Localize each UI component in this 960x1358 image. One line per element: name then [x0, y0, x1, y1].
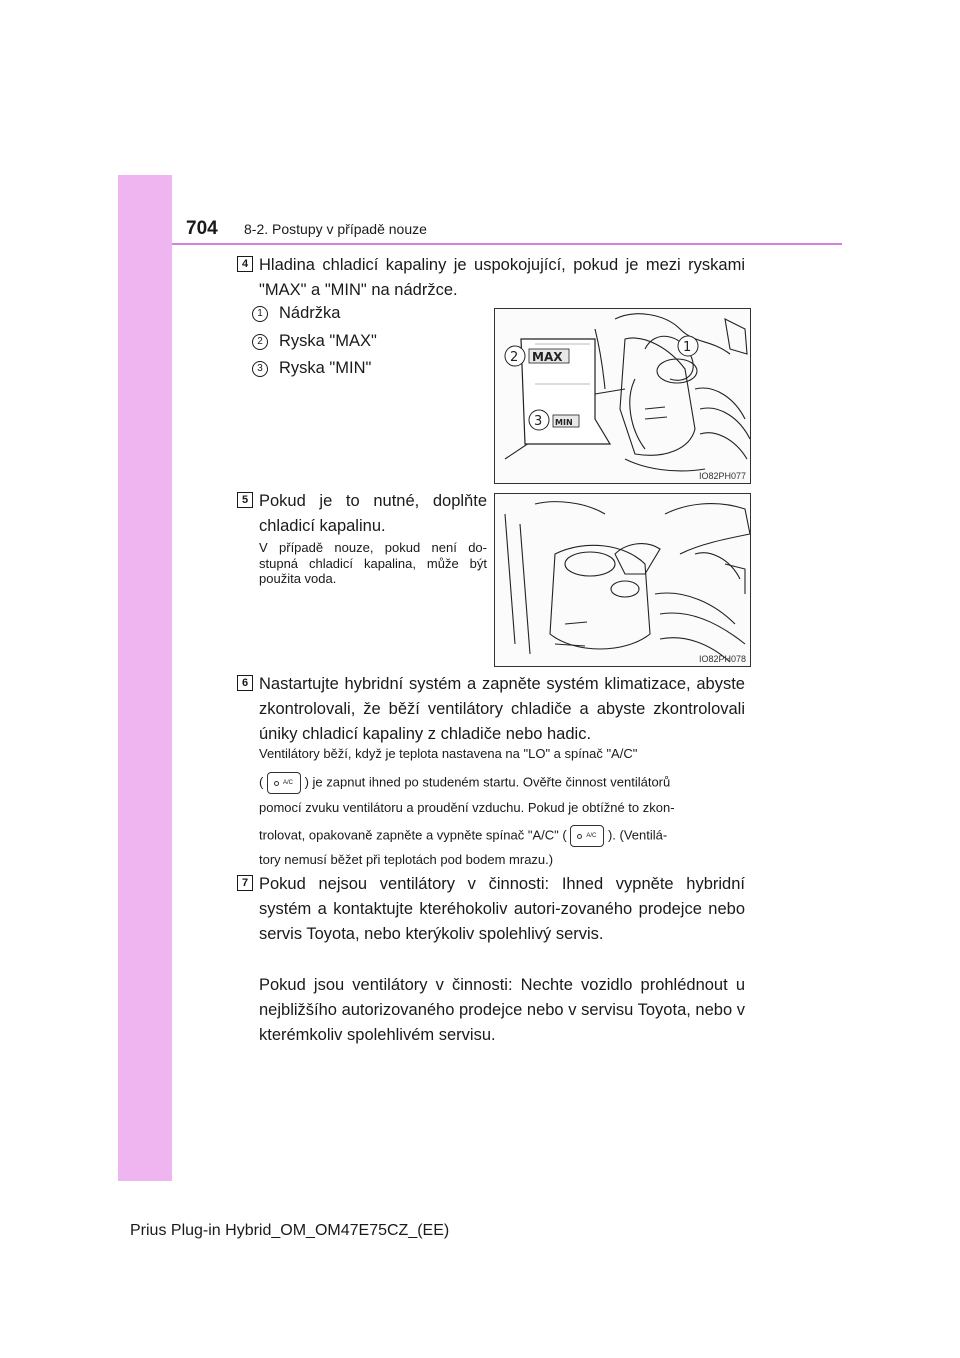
coolant-reservoir-figure	[494, 308, 751, 484]
step-number-5: 5	[237, 492, 253, 508]
ac-switch-icon: A/C	[267, 772, 301, 794]
step-number-6: 6	[237, 675, 253, 691]
callout-1: 1	[683, 340, 692, 355]
step-6-note-line-5: tory nemusí běžet při teplotách pod bodem mrazu.)	[259, 852, 554, 867]
header-divider	[172, 243, 842, 245]
step-4-text: Hladina chladicí kapaliny je uspokojující, pokud je mezi ryskami "MAX" a "MIN" na nádržce.	[259, 256, 745, 299]
section-title: 8-2. Postupy v případě nouze	[244, 221, 427, 237]
step-7-paragraph-2: Pokud jsou ventilátory v činnosti: Nechte vozidlo prohlédnout u nejbližšího autorizovaného prodejce nebo v servisu Toyota, nebo v kterémkoliv spolehlivém servisu.	[259, 976, 745, 1044]
step-number-4: 4	[237, 256, 253, 272]
max-mark: MAX	[532, 350, 563, 364]
step-6-note-line-1: Ventilátory běží, když je teplota nastavena na "LO" a spínač "A/C"	[259, 746, 638, 761]
coolant-reservoir-illustration	[495, 309, 750, 483]
item-1-label: Nádržka	[279, 304, 341, 322]
figure-code-077: IO82PH077	[698, 471, 746, 481]
document-footer: Prius Plug-in Hybrid_OM_OM47E75CZ_(EE)	[130, 1222, 450, 1239]
callout-2: 2	[510, 350, 519, 365]
min-mark: MIN	[555, 418, 573, 427]
step-6-note-line-3: pomocí zvuku ventilátoru a proudění vzduchu. Pokud je obtížné to zkon-	[259, 800, 675, 815]
step-6-note-line-2: ( A/C ) je zapnut ihned po studeném startu. Ověřte činnost ventilátorů	[259, 772, 745, 794]
step-7-paragraph-1: Pokud nejsou ventilátory v činnosti: Ihned vypněte hybridní systém a kontaktujte kteréhokoliv autori-zovaného prodejce nebo servis Toyota, nebo kterýkoliv spolehlivý servis.	[259, 875, 745, 943]
item-1-number: 1	[252, 306, 268, 322]
step-5-note: V případě nouze, pokud není do-stupná chladicí kapalina, může být použita voda.	[259, 540, 487, 586]
step-number-7: 7	[237, 875, 253, 891]
figure-code-078: IO82PH078	[698, 654, 746, 664]
step-5-text: Pokud je to nutné, doplňte chladicí kapalinu.	[259, 492, 487, 535]
ac-switch-icon-2: A/C	[570, 825, 604, 847]
coolant-refill-figure	[494, 493, 751, 667]
chapter-sidebar-tab	[118, 175, 172, 1181]
callout-3: 3	[534, 414, 543, 429]
item-3-number: 3	[252, 361, 268, 377]
coolant-refill-illustration	[495, 494, 750, 666]
item-2-label: Ryska "MAX"	[279, 332, 377, 350]
step-6-note-line-4: trolovat, opakovaně zapněte a vypněte spínač "A/C" ( A/C ). (Ventilá-	[259, 825, 745, 847]
item-2-number: 2	[252, 334, 268, 350]
page-number: 704	[186, 218, 218, 239]
step-6-text: Nastartujte hybridní systém a zapněte systém klimatizace, abyste zkontrolovali, že běží ventilátory chladiče a abyste zkontrolovali úniky chladicí kapaliny z chladiče nebo hadic.	[259, 675, 745, 743]
item-3-label: Ryska "MIN"	[279, 359, 372, 377]
